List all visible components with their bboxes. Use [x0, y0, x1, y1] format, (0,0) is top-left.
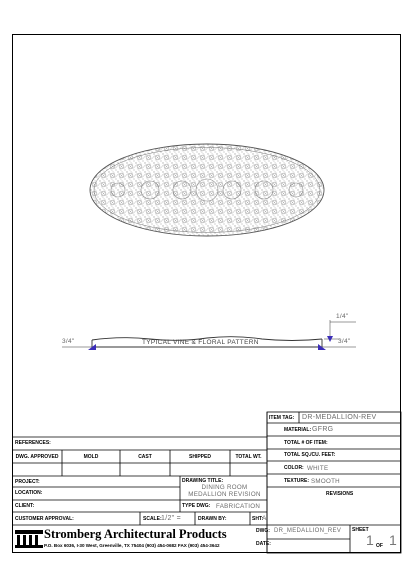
location-label: LOCATION:	[15, 490, 43, 496]
drawing-title-label: DRAWING TITLE:	[182, 478, 224, 484]
type-dwg-label: TYPE DWG:	[182, 503, 211, 509]
company-name: Stromberg Architectural Products	[44, 527, 227, 541]
status-header-shipped: SHIPPED	[189, 454, 211, 460]
color-label: COLOR:	[284, 465, 304, 471]
dimension-top-label: 1/4"	[336, 313, 349, 320]
sht-label: SHT:	[252, 516, 264, 522]
client-label: CLIENT:	[15, 503, 35, 509]
material-value: GFRG	[312, 426, 334, 433]
drawn-by-label: DRAWN BY:	[198, 516, 227, 522]
company-logo-icon	[15, 530, 43, 548]
texture-label: TEXTURE:	[284, 478, 309, 484]
sht-value: A	[262, 515, 267, 522]
total-items-label: TOTAL # OF ITEM:	[284, 440, 328, 446]
texture-value: SMOOTH	[311, 478, 340, 485]
company-address: P.O. Box 6036, I-30 West, Greenville, TX 75404 (903) 454-0682 FAX (903) 454-3642	[44, 543, 220, 548]
dimension-right-label: 3/4"	[338, 338, 351, 345]
references-label: REFERENCES:	[15, 440, 51, 446]
scale-value: 1/2" =	[161, 515, 182, 522]
pattern-label: TYPICAL VINE & FLORAL PATTERN	[142, 339, 259, 346]
date-label: DATE:	[256, 541, 271, 547]
scale-label: SCALE:	[143, 516, 162, 522]
dimension-left-label: 3/4"	[62, 338, 75, 345]
dwg-label: DWG:	[256, 528, 270, 534]
item-tag-label: ITEM TAG:	[269, 415, 295, 421]
drawing-title-line2: MEDALLION REVISION	[188, 491, 261, 498]
status-header-mold: MOLD	[83, 454, 99, 460]
status-header-total-wt: TOTAL WT.	[235, 454, 262, 460]
sheet-number: 1	[366, 532, 375, 548]
revisions-label: REVISIONS	[326, 491, 354, 497]
type-dwg-value: FABRICATION	[216, 503, 261, 510]
material-label: MATERIAL:	[284, 427, 312, 433]
dwg-value: DR_MEDALLION_REV	[274, 528, 342, 534]
customer-approval-label: CUSTOMER APPROVAL:	[15, 516, 74, 522]
color-value: WHITE	[307, 465, 329, 472]
status-header-dwg-approved: DWG. APPROVED	[15, 454, 59, 460]
item-tag-value: DR-MEDALLION-REV	[302, 414, 377, 421]
total-sq-label: TOTAL SQ./CU. FEET:	[284, 452, 336, 458]
drawing-title-line1: DINING ROOM	[201, 484, 248, 491]
sheet-total: 1	[389, 532, 398, 548]
sheet-label: SHEET	[352, 527, 369, 533]
project-label: PROJECT:	[15, 479, 40, 485]
status-header-cast: CAST	[138, 454, 152, 460]
sheet-of-label: OF	[376, 543, 383, 549]
